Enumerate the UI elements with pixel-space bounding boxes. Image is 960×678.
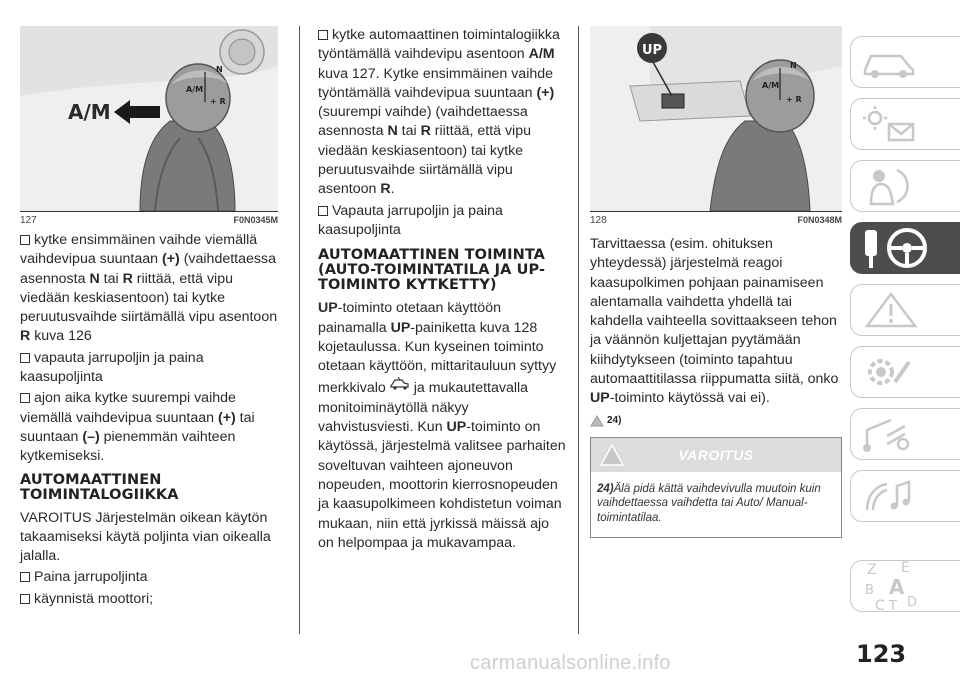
figure-127-caption <box>20 211 278 229</box>
tab-maintenance[interactable] <box>850 346 960 398</box>
index-letter: D <box>907 595 918 610</box>
gear-wrench-icon <box>861 352 917 392</box>
tab-multimedia[interactable] <box>850 470 960 522</box>
tab-safety[interactable] <box>850 160 960 212</box>
tab-technical-data[interactable] <box>850 408 960 460</box>
figure-127-label: A/M <box>68 100 111 124</box>
bullet-release-brake-accelerate: Vapauta jarrupoljin ja paina kaasupoljinta <box>318 202 503 238</box>
bullet-square-icon <box>20 353 30 363</box>
index-letter: T <box>889 599 897 614</box>
tab-starting-driving[interactable] <box>850 222 960 274</box>
tab-emergency[interactable] <box>850 284 960 336</box>
figure-128-caption <box>590 211 842 229</box>
figure-number: 127 <box>20 215 37 226</box>
tab-dashboard-lights[interactable] <box>850 98 960 150</box>
bullet-square-icon <box>20 393 30 403</box>
shift-r-label: + R <box>786 95 802 104</box>
bullet-press-brake: Paina jarrupoljinta <box>20 568 278 587</box>
shift-am-label: A/M <box>186 85 204 94</box>
radio-music-icon <box>861 476 917 516</box>
truck-warning-light-icon <box>390 376 410 390</box>
tab-index[interactable] <box>850 560 960 612</box>
airbag-seatbelt-icon <box>861 166 917 206</box>
warning-header <box>591 438 841 472</box>
warning-number: 24) <box>597 482 614 495</box>
index-letter: E <box>901 560 910 576</box>
column-divider <box>299 26 300 634</box>
column-2 <box>318 26 566 553</box>
up-callout: UP <box>642 43 663 58</box>
bullet-auto-logic-am: kytke automaattinen toimintalogiikka työntämällä vaihdevipu asentoon A/M kuva 127. Kytke ensimmäinen vaihde työntämällä vaihdevipua suuntaan (+) (suurempi vaihde) (vaihdettaessa asennosta N tai R riittää, että vipu viedään keskiasentoon) tai kytke peruutusvaihde siirtämällä vipu asentoon R. <box>318 27 560 198</box>
heading-automatic-logic: AUTOMAATTINEN TOIMINTALOGIIKKA <box>20 471 179 503</box>
bullet-square-icon <box>20 594 30 604</box>
warning-box <box>590 437 842 539</box>
bullet-square-icon <box>20 572 30 582</box>
warning-body <box>591 472 841 538</box>
figure-127 <box>20 26 278 211</box>
shift-n-label: N <box>790 61 797 70</box>
figure-number: 128 <box>590 215 607 226</box>
bullet-start-engine: käynnistä moottori; <box>20 590 278 609</box>
figure-code: F0N0345M <box>233 215 278 225</box>
shift-r-label: + R <box>210 97 226 106</box>
bullet-square-icon <box>318 30 328 40</box>
warning-triangle-icon <box>599 443 625 467</box>
bullet-square-icon <box>318 206 328 216</box>
bullet-release-brake: vapauta jarrupoljin ja paina kaasupoljinta <box>20 349 204 386</box>
shift-am-label: A/M <box>762 81 780 90</box>
index-letter: B <box>865 583 874 598</box>
bullet-square-icon <box>20 235 30 245</box>
figure-code: F0N0348M <box>797 215 842 225</box>
alphabetical-index-icon <box>861 558 921 614</box>
column-1 <box>20 26 278 609</box>
column-3 <box>590 26 842 538</box>
warning-lights-icon <box>861 104 921 144</box>
index-letter: Z <box>867 562 877 578</box>
paragraph-up-function: UP-toiminto otetaan käyttöön painamalla UP-painiketta kuva 128 kojetaulussa. Kun kyseinen toiminto otetaan käyttöön, mittaritauluun syttyy merkkivalo ja mukautettavalla monitoiminäytöllä näkyy vahvistusviesti. Kun UP-toiminto on käytössä, järjestelmä valitsee parhaiten soveltuvan vaihteen ajoneuvon nopeuden, moottorin kierrosnopeuden ja kaasupolkimeen kohdistetun voiman mukaan, niin että jyrkissä mäissä ajo on helpompaa ja mukavampaa. <box>318 300 566 551</box>
bullet-first-gear: kytke ensimmäinen vaihde viemällä vaihdevipua suuntaan (+) (vaihdettaessa asennosta N tai R riittää, että vipu viedään keskiasentoon) tai kytke peruutusvaihde siirtämällä vipu asentoon R kuva 126 <box>20 232 278 345</box>
bullet-shift-up-down: ajon aika kytke suurempi vaihde viemällä vaihdevipua suuntaan (+) tai suuntaan (–) pienemmän vaihteen kytkemiseksi. <box>20 390 255 465</box>
road-warning-icon <box>861 290 921 330</box>
shift-n-label: N <box>216 65 223 74</box>
page-number: 123 <box>856 640 907 668</box>
paragraph-warning-note: VAROITUS Järjestelmän oikean käytön takaamiseksi käytä poljinta vian oikealla jalalla. <box>20 509 271 565</box>
index-letter: C <box>875 598 885 614</box>
key-steering-wheel-icon <box>861 226 931 270</box>
car-icon <box>861 44 917 80</box>
watermark: carmanualsonline.info <box>470 652 671 674</box>
tab-vehicle-overview[interactable] <box>850 36 960 88</box>
technical-specs-icon <box>861 414 917 454</box>
warning-reference: 24) <box>590 415 842 427</box>
column-divider <box>578 26 579 634</box>
up-button-illustration <box>590 26 842 211</box>
warning-triangle-icon <box>590 415 604 427</box>
figure-128 <box>590 26 842 211</box>
heading-automatic-up: AUTOMAATTINEN TOIMINTA (AUTO-TOIMINTATILA JA UP-TOIMINTO KYTKETTY) <box>318 247 546 294</box>
paragraph-kickdown: Tarvittaessa (esim. ohituksen yhteydessä) järjestelmä reagoi kaasupolkimen pohjaan painamiseen alentamalla vaihdetta yhdellä tai kahdella vaihteella sovittaakseen tehon ja väännön kuljettajan pyytämään kiihdytykseen (toiminto tapahtuu automaattitilassa riippumatta siitä, onko UP-toiminto käytössä vai ei). <box>590 236 839 407</box>
index-letter: A <box>889 575 905 599</box>
warning-title: VAROITUS <box>678 446 754 463</box>
warning-text: Älä pidä kättä vaihdevivulla muutoin kuin vaihdettaessa vaihdetta tai Auto/ Manual-toimintatilaa. <box>597 482 821 524</box>
gear-lever-illustration <box>20 26 278 211</box>
